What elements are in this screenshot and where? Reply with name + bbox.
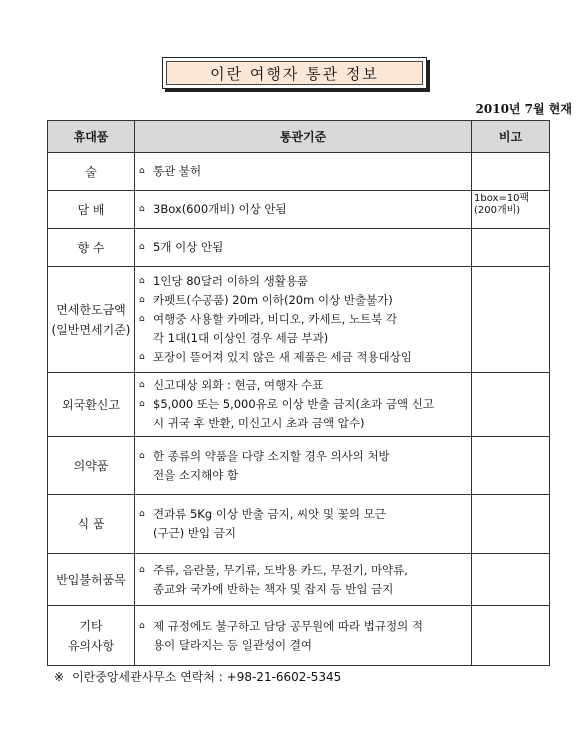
table-row — [48, 191, 550, 229]
bullet-icon — [139, 200, 153, 219]
row-category — [48, 495, 135, 554]
row-category — [48, 437, 135, 495]
row-category — [48, 373, 135, 437]
bullet-icon — [139, 291, 153, 310]
row-note — [472, 495, 550, 554]
bullet-text: 한 종류의 약품을 다량 소지할 경우 의사의 처방 — [153, 448, 390, 463]
bullet-text: 포장이 뜯어져 있지 않은 새 제품은 세금 적용대상임 — [153, 350, 412, 364]
bullet-text: 카펫트(수공품) 20m 이하(20m 이상 반출불가) — [153, 293, 393, 307]
bullet-item — [139, 238, 467, 257]
bullet-text: 신고대상 외화 : 현금, 여행자 수표 — [153, 378, 324, 392]
category-label: 반입불허품목 — [56, 572, 126, 587]
bullet-icon — [139, 395, 153, 414]
bullet-continuation: 용이 달라지는 등 일관성이 결여 — [153, 637, 313, 652]
bullet-item — [139, 200, 467, 219]
table-row — [48, 606, 550, 666]
row-category — [48, 229, 135, 267]
category-label: (일반면세기준) — [51, 322, 131, 337]
category-label: 담 배 — [77, 202, 105, 217]
bullet-icon — [139, 238, 153, 257]
category-label: 기타 — [79, 618, 103, 633]
category-label: 향 수 — [77, 240, 105, 255]
bullet-icon — [139, 376, 153, 395]
bullet-text: 여행중 사용할 카메라, 비디오, 카세트, 노트북 각 — [153, 312, 397, 326]
row-note — [472, 554, 550, 606]
reference-mark: ※ — [54, 670, 65, 684]
bullet-item — [139, 561, 467, 580]
footer-contact — [54, 668, 341, 685]
customs-table — [47, 120, 550, 666]
table-row — [48, 554, 550, 606]
bullet-text: 5개 이상 안됨 — [153, 240, 224, 254]
bullet-text: 3Box(600개비) 이상 안됨 — [153, 202, 287, 216]
row-standard — [135, 191, 472, 229]
category-label: 유의사항 — [67, 638, 115, 653]
table-header-row — [48, 121, 550, 153]
bullet-icon — [139, 348, 153, 367]
table-row — [48, 267, 550, 373]
row-category — [48, 153, 135, 191]
row-category — [48, 191, 135, 229]
bullet-item — [139, 162, 467, 181]
bullet-icon — [139, 617, 153, 636]
row-standard — [135, 606, 472, 666]
row-standard — [135, 267, 472, 373]
date-label: 2010년 7월 현재 — [475, 102, 572, 116]
row-standard — [135, 554, 472, 606]
row-standard — [135, 437, 472, 495]
bullet-continuation: 각 1대(1대 이상인 경우 세금 부과) — [153, 331, 329, 345]
row-standard — [135, 495, 472, 554]
bullet-icon — [139, 561, 153, 580]
row-category — [48, 554, 135, 606]
header-standard: 통관기준 — [135, 121, 472, 153]
bullet-item — [139, 617, 467, 636]
page-title: 이란 여행자 통관 정보 — [166, 61, 423, 85]
row-note — [472, 153, 550, 191]
category-label: 식 품 — [77, 517, 105, 531]
row-note: 1box=10팩(200개비) — [472, 191, 550, 229]
bullet-item — [139, 272, 467, 291]
table-row — [48, 373, 550, 437]
row-note — [472, 229, 550, 267]
bullet-text: 제 규정에도 불구하고 담당 공무원에 따라 법규정의 적 — [153, 618, 423, 633]
bullet-item — [139, 291, 467, 310]
header-note: 비고 — [472, 121, 550, 153]
bullet-item — [139, 310, 467, 329]
title-box — [162, 57, 427, 89]
table-row — [48, 495, 550, 554]
bullet-item — [139, 348, 467, 367]
row-note — [472, 267, 550, 373]
bullet-item — [139, 376, 467, 395]
bullet-item — [139, 395, 467, 414]
bullet-text: 1인당 80달러 이하의 생활용품 — [153, 274, 309, 288]
category-label: 면세한도금액 — [56, 302, 126, 317]
row-note — [472, 373, 550, 437]
row-category — [48, 267, 135, 373]
category-label: 외국환신고 — [62, 397, 120, 412]
bullet-continuation: (구근) 반입 금지 — [153, 526, 236, 540]
table-row — [48, 229, 550, 267]
row-note — [472, 606, 550, 666]
category-label: 술 — [85, 164, 97, 179]
row-standard — [135, 229, 472, 267]
footer-text: 이란중앙세관사무소 연락처 : +98-21-6602-5345 — [72, 670, 342, 684]
bullet-continuation: 전을 소지해야 함 — [153, 467, 239, 482]
bullet-icon — [139, 162, 153, 181]
bullet-item — [139, 447, 467, 466]
bullet-continuation: 종교와 국가에 반하는 책자 및 잡지 등 반입 금지 — [153, 581, 394, 596]
bullet-item — [139, 505, 467, 524]
table-row — [48, 437, 550, 495]
bullet-icon — [139, 310, 153, 329]
row-note — [472, 437, 550, 495]
bullet-text: $5,000 또는 5,000유로 이상 반출 금지(초과 금액 신고 — [153, 397, 434, 411]
bullet-icon — [139, 447, 153, 466]
row-standard — [135, 153, 472, 191]
bullet-text: 주류, 음란물, 무기류, 도박용 카드, 무전기, 마약류, — [153, 562, 408, 577]
bullet-continuation: 시 귀국 후 반환, 미신고시 초과 금액 압수) — [153, 416, 365, 430]
bullet-icon — [139, 505, 153, 524]
row-category — [48, 606, 135, 666]
bullet-text: 견과류 5Kg 이상 반출 금지, 씨앗 및 꽃의 모근 — [153, 507, 386, 521]
bullet-icon — [139, 272, 153, 291]
bullet-text: 통관 불허 — [153, 164, 202, 178]
header-items: 휴대품 — [48, 121, 135, 153]
row-standard — [135, 373, 472, 437]
table-row — [48, 153, 550, 191]
category-label: 의약품 — [73, 458, 109, 473]
